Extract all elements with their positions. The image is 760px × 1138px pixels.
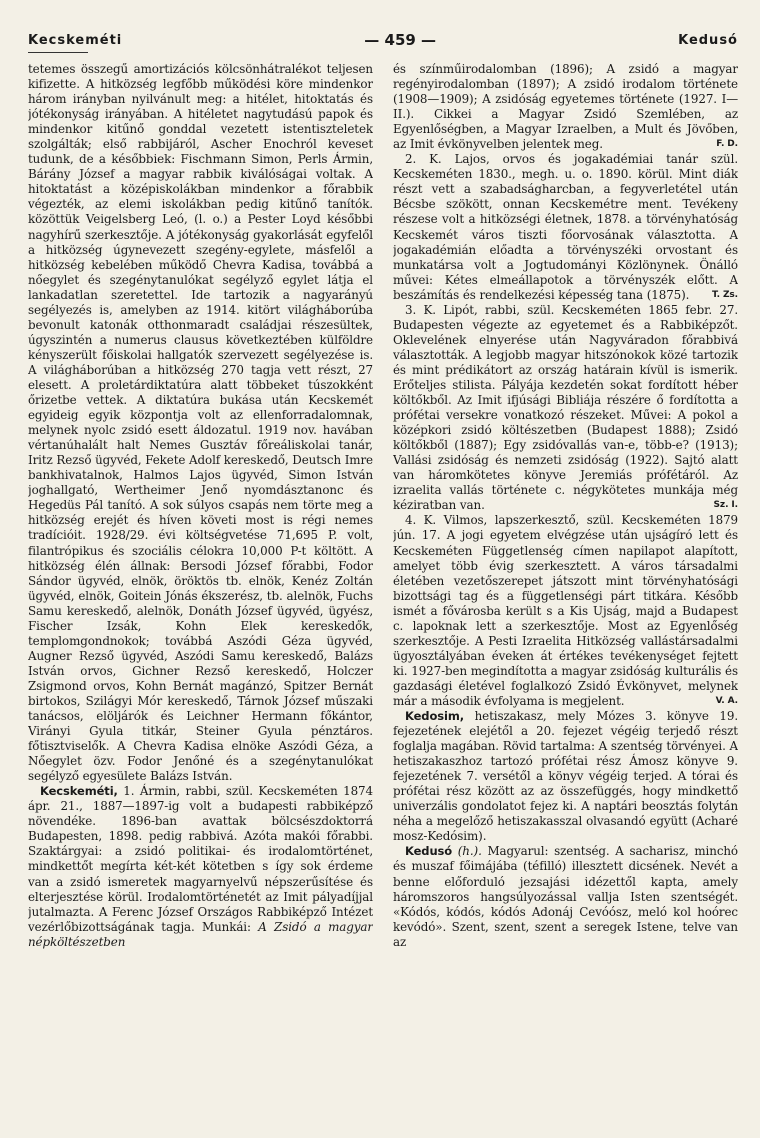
- entry-text: 1. Ármin, rabbi, szül. Kecskeméten 1874 ápr. 21., 1887—1897-ig volt a budapesti rabbiképző növendéke. 1896-ban avattak bölcsészdoktorrá Budapesten, 1898. pedig rabbivá. Azóta makói főrabbi. Szaktárgyai: a zsidó politikai- és irodalomtörténet, mindkettőt megírta két-két kötetben s így sok érdeme van a zsidó ismeretek magyarnyelvű népszerűsítése és elterjesztése körül. Irodalomtörténetét az Imit pályadíjjal jutalmazta. A Ferenc József Országos Rabbiképző Intézet vezérlőbizottságának tagja. Munkái:: [28, 784, 373, 934]
- article-continuation: tetemes összegű amortizációs kölcsönhátralékot teljesen kifizette. A hitközség legfőbb működési köre mindenkor három irányban nyilvánult meg: a hitélet, hitoktatás és jótékonyság irányában. A hitéletet nagytudású papok és mindenkor kitűnő gonddal vezetett istentiszteletek szolgálták; első rabbijáról, Ascher Enochról keveset tudunk, de a későbbiek: Fischmann Simon, Perls Ármin, Bárány József a magyar rabbik kiválóságai voltak. A hitoktatást a középiskolákban mindenkor a főrabbik végezték, az elemi iskolákban pedig kitűnő tanítók. közöttük Veigelsberg Leó, (l. o.) a Pester Loyd későbbi nagyhírű szerkesztője. A jótékonyság gyakorlását egyfelől a hitközség úgynevezett szegény-egylete, másfelől a hitközség kebelében működő Chevra Kadisa, továbbá a nőegylet és szegénytanulókat segélyző egylet látja el lankadatlan szeretettel. Ide tartozik a nagyarányú segélyezés is, amelyben az 1914. kitört világháborúba bevonult katonák otthonmaradt családjai részesültek, úgyszintén a numerus clausus következtében külföldre kényszerült főiskolai hallgatók szervezett segélyezése is. A világháborúban a hitközség 270 tagja vett részt, 27 elesett. A proletárdiktatúra alatt többeket túszokként őrizetbe vettek. A diktatúra bukása után Kecskemét egyideig egyik központja volt az ellenforradalomnak, melynek nyolc zsidó esett áldozatul. 1919 nov. havában vértanúhalált halt Nemes Gusztáv főreáliskolai tanár, Iritz Rezső ügyvéd, Fekete Adolf kereskedő, Deutsch Imre bankhivatalnok, Halmos Lajos ügyvéd, Simon István joghallgató, Wertheimer Jenő nyomdásztanonc és Hegedüs Pál tanító. A sok súlyos csapás nem törte meg a hitközség erejét és híven követi most is régi nemes tradícióit. 1928/29. évi költségvetése 71,695 P. volt, filantrópikus és szociális célokra 10,000 P-t költött. A hitközség élén állnak: Bersodi József főrabbi, Fodor Sándor ügyvéd, elnök, öröktös tb. elnök, Kenéz Zoltán ügyvéd, elnök, Goitein Jónás ékszerész, tb. alelnök, Fuchs Samu kereskedő, alelnök, Donáth József ügyvéd, ügyész, Fischer Izsák, Kohn Elek kereskedők, templomgondnokok; továbbá Aszódi Géza ügyvéd, Augner Rezső ügyvéd, Aszódi Samu kereskedő, Balázs István orvos, Gichner Rezső kereskedő, Holczer Zsigmond orvos, Kohn Bernát magánzó, Spitzer Bernát birtokos, Szilágyi Mór kereskedő, Tárnok József műszaki tanácsos, elöljárók és Leichner Hermann főkántor, Virányi Gyula titkár, Steiner Gyula pénztáros. főtisztviselők. A Chevra Kadisa elnöke Aszódi Géza, a Nőegylet özv. Fodor Jenőné és a szegénytanulókat segélyző egyesülete Balázs István.: [28, 62, 373, 784]
- entry-kecskemeti-lipot: [393, 303, 738, 514]
- entry-language-abbr: (h.).: [452, 844, 482, 859]
- entry-headword: Kedusó: [405, 844, 453, 859]
- entry-keduso: [393, 844, 738, 949]
- entry-kecskemeti-lajos: [393, 152, 738, 302]
- entry-text: és színműirodalomban (1896); A zsidó a magyar regényirodalomban (1897); A zsidó irodalom története (1908—1909); A zsidóság egyetemes története (1927. I—II.). Cikkei a Magyar Zsidó Szemlében, az Egyenlőségben, a Magyar Izraelben, a Mult és Jövőben, az Imit évkönyvelben jelentek meg.: [393, 62, 738, 152]
- entry-headword: Kecskeméti,: [40, 784, 118, 799]
- entry-text: 3. K. Lipót, rabbi, szül. Kecskeméten 1865 febr. 27. Budapesten végezte az egyetemet és a Rabbiképzőt. Oklevelének elnyerése után Nagyváradon főrabbivá választották. A legjobb magyar hitszónokok közé tartozik és mint prédikátort az ország határain kívül is ismerik. Erőteljes stilista. Pályája kezdetén sokat fordított héber költőkből. Az Imit ifjúsági Bibliája részére ő fordította a prófétai versekre vonatkozó részeket. Művei: A pokol a középkori zsidó költészetben (Budapest 1888); Zsidó költőkből (1887); Egy zsidóvallás van-e, több-e? (1913); Vallási zsidóság és nemzeti zsidóság (1922). Sajtó alatt van háromkötetes könyve Jeremiás prófétáról. Az izraelita vallás története c. négykötetes munkája még kéziratban van.: [393, 302, 738, 513]
- entry-text: hetiszakasz, mely Mózes 3. könyve 19. fejezetének elejétől a 20. fejezet végéig terjedő részt foglalja magában. Rövid tartalma: A szentség törvényei. A hetiszakaszhoz tartozó prófétai rész Ámosz könyve 9. fejezetének 7. versétől a könyv végéig terjed. A tórai és prófétai rész között az az összefüggés, hogy mindkettő univerzális gondolatot fejez ki. A naptári beosztás folytán néha a megelőző hetiszakasszal olvasandó együtt (Acharé mosz-Kedósim).: [393, 709, 738, 844]
- running-header: [28, 28, 738, 52]
- right-column: [393, 62, 738, 1124]
- entry-kecskemeti-vilmos: [393, 513, 738, 709]
- left-column: [28, 62, 373, 1124]
- author-signature: Sz. I.: [713, 500, 738, 511]
- header-rule: [28, 52, 88, 53]
- entry-headword: Kedosim,: [405, 709, 464, 724]
- entry-kedosim: [393, 709, 738, 844]
- header-left-headword: Kecskeméti: [28, 32, 123, 48]
- author-signature: F. D.: [716, 139, 738, 150]
- entry-works: A Zsidó a magyar népköltészetben: [28, 919, 373, 949]
- author-signature: V. A.: [715, 695, 738, 706]
- entry-text: 4. K. Vilmos, lapszerkesztő, szül. Kecskeméten 1879 jún. 17. A jogi egyetem elvégzése után ujságíró lett és Kecskeméten Függetlenség címen napilapot alapított, amelyet több évig szerkesztett. A város társadalmi életében vezetőszerepet játszott mint törvényhatósági bizottsági tag és a függetlenségi párt titkára. Később ismét a fővárosba került s a Kis Ujság, majd a Budapest c. lapoknak lett a szerkesztője. Most az Egyenlőség szerkesztője. A Pesti Izraelita Hitközség vallástársadalmi ügyosztályában éveken át értékes tevékenységet fejtett ki. 1927-ben megindította a magyar zsidóság kulturális és gazdasági életével foglalkozó Zsidó Évkönyvet, melynek már a második évfolyama is megjelent.: [393, 513, 738, 708]
- author-signature: T. Zs.: [711, 289, 738, 300]
- entry-continuation: [393, 62, 738, 152]
- entry-text: 2. K. Lajos, orvos és jogakadémiai tanár szül. Kecskeméten 1830., megh. u. o. 1890. körül. Mint diák részt vett a szabadságharcban, a fegyverletétel után Bécsbe szökött, onnan Kecskemétre ment. Tevékeny részese volt a hitközségi életnek, 1878. a törvényhatóság Kecskemét város tiszti főorvosának választotta. A jogakadémián előadta a törvényszéki orvostant és munkatársa volt a Jogtudományi Közlönynek. Önálló művei: Kétes elmeállapotok a törvényszék előtt. A beszámítás és rendelkezési képesség tana (1875).: [393, 152, 738, 302]
- text-columns: [28, 62, 738, 1124]
- page-number: — 459 —: [364, 31, 437, 49]
- header-right-headword: Kedusó: [678, 32, 738, 48]
- entry-kecskemeti: [28, 784, 373, 950]
- entry-text: Magyarul: szentség. A sacharisz, minchó és muszaf főimájába (téfilló) illesztett dicsének. Nevét a benne előforduló jezsajási idézettől kapta, amely háromszoros hangsúlyozással vallja Isten szentségét. «Kódós, kódós, kódós Adonáj Cevóósz, meló kol hoórec kevódó». Szent, szent, szent a seregek Istene, telve van az: [393, 844, 738, 949]
